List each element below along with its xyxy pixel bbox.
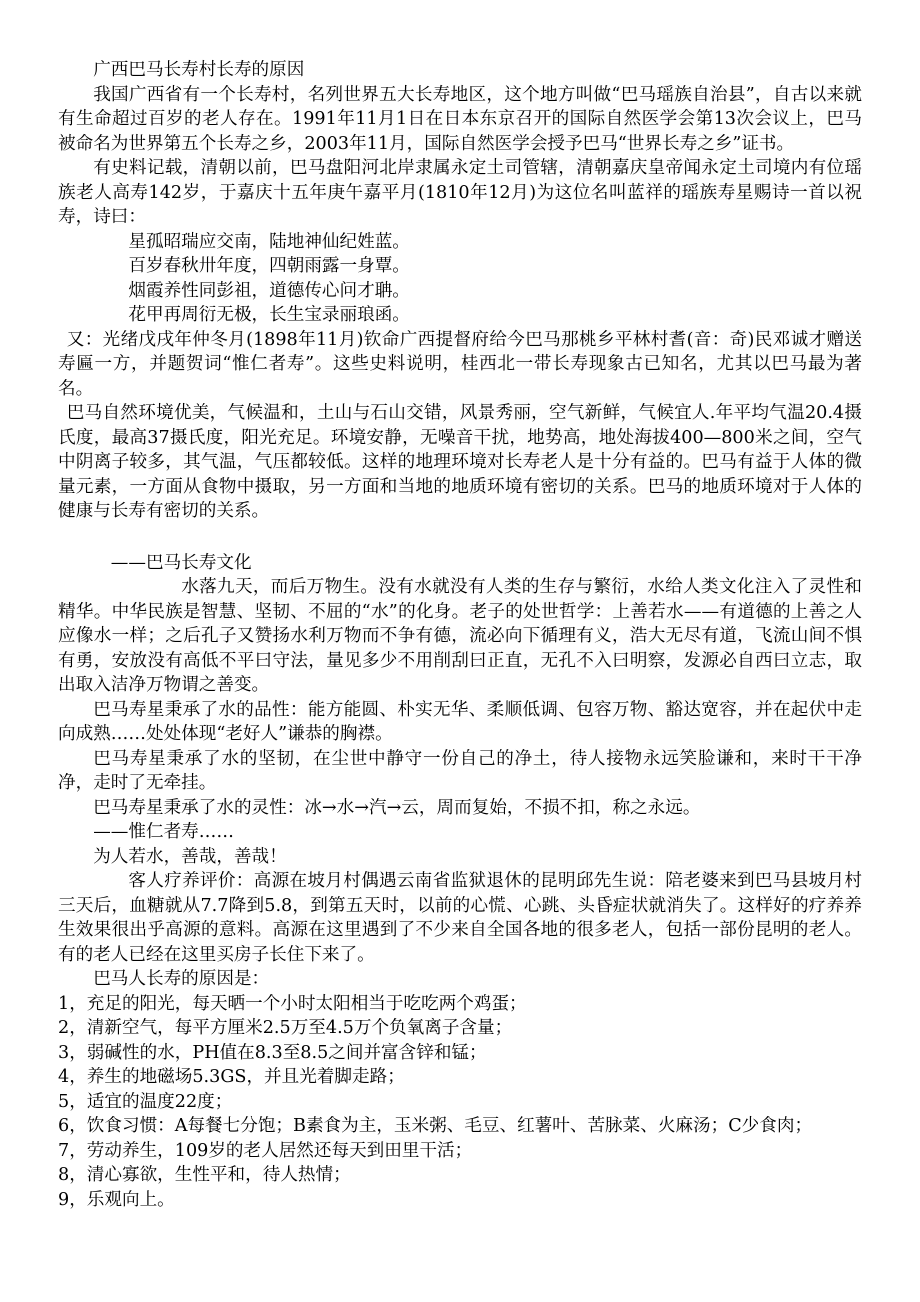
document-title: 广西巴马长寿村长寿的原因 — [93, 60, 305, 80]
list-item: 9，乐观向上。 — [58, 1189, 175, 1210]
list-item: 6，饮食习惯：A每餐七分饱；B素食为主，玉米粥、毛豆、红薯叶、苦脉菜、火麻汤；C少食肉； — [58, 1116, 813, 1136]
list-item: 2，清新空气，每平方厘米2.5万至4.5万个负氧离子含量； — [58, 1018, 513, 1038]
culture-paragraph-spirit: 巴马寿星秉承了水的灵性：冰→水→汽→云，周而复始，不损不扣，称之永远。 — [93, 797, 701, 818]
culture-paragraph-character: 巴马寿星秉承了水的品性：能方能圆、朴实无华、柔顺低调、包容万物、豁达宽容，并在起伏中走向成熟……处处体现“老好人”谦恭的胸襟。 — [58, 699, 862, 744]
history-paragraph: 又：光绪戊戌年仲冬月(1898年11月)钦命广西提督府给今巴马那桃乡平林村耆(音：奇)民邓诚才赠送寿匾一方，并题贺词“惟仁者寿”。这些史料说明，桂西北一带长寿现象古已知名，尤其以巴马最为著名。 — [58, 329, 862, 399]
section-gap — [58, 524, 862, 551]
reasons-heading: 巴马人长寿的原因是： — [93, 969, 270, 989]
culture-heading: ——巴马长寿文化 — [110, 552, 252, 573]
poem-line-4: 花甲再周衍无极，长生宝录丽琅函。 — [128, 305, 410, 325]
culture-closing: 为人若水，善哉，善哉！ — [93, 846, 287, 867]
list-item: 3，弱碱性的水，PH值在8.3至8.5之间并富含锌和锰； — [58, 1042, 487, 1063]
poem-line-1: 星孤昭瑞应交南，陆地神仙纪姓蓝。 — [128, 231, 410, 252]
guest-review-paragraph: 客人疗养评价：高源在坡月村偶遇云南省监狱退休的昆明邱先生说：陪老婆来到巴马县坡月村三天后，血糖就从7.7降到5.8，到第五天时，以前的心慌、心跳、头昏症状就消失了。这样好的疗养养生效果很出乎高源的意料。高源在这里遇到了不少来自全国各地的很多老人，包括一部份昆明的老人。有的老人已经在这里买房子长住下来了。 — [58, 871, 862, 965]
intro-paragraph-2: 有史料记载，清朝以前，巴马盘阳河北岸隶属永定土司管辖，清朝嘉庆皇帝闻永定土司境内有位瑶族老人高寿142岁，于嘉庆十五年庚午嘉平月(1810年12月)为这位名叫蓝祥的瑶族寿星赐诗一首以祝寿，诗曰： — [58, 158, 862, 227]
list-item: 5，适宜的温度22度； — [58, 1091, 233, 1112]
list-item: 4，养生的地磁场5.3GS，并且光着脚走路； — [58, 1067, 405, 1087]
emperor-poem — [58, 230, 862, 328]
culture-motto: ——惟仁者寿…… — [93, 822, 234, 842]
poem-line-3: 烟霞养性同彭祖，道德传心问才聃。 — [128, 280, 410, 301]
list-item: 7，劳动养生，109岁的老人居然还每天到田里干活； — [58, 1140, 473, 1161]
culture-paragraph-tenacity: 巴马寿星秉承了水的坚韧，在尘世中静守一份自己的净土，待人接物永远笑脸谦和，来时干干净净，走时了无牵挂。 — [58, 748, 862, 793]
list-item: 1，充足的阳光，每天晒一个小时太阳相当于吃吃两个鸡蛋； — [58, 993, 527, 1014]
poem-line-2: 百岁春秋卅年度，四朝雨露一身覃。 — [128, 256, 410, 276]
list-item: 8，清心寡欲，生性平和，待人热情； — [58, 1165, 351, 1185]
reasons-list — [58, 992, 862, 1213]
culture-paragraph-water: 水落九天，而后万物生。没有水就没有人类的生存与繁衍，水给人类文化注入了灵性和精华。中华民族是智慧、坚韧、不屈的“水”的化身。老子的处世哲学：上善若水——有道德的上善之人应像水一样；之后孔子又赞扬水利万物而不争有德，流必向下循理有义，浩大无尽有道，飞流山间不惧有勇，安放没有高低不平曰守法，量见多少不用削刮曰正直，无孔不入曰明察，发源必自西曰立志，取出取入洁净万物谓之善变。 — [58, 577, 862, 695]
intro-paragraph-1: 我国广西省有一个长寿村，名列世界五大长寿地区，这个地方叫做“巴马瑶族自治县”，自古以来就有生命超过百岁的老人存在。1991年11月1日在日本东京召开的国际自然医学会第13次会议上，巴马被命名为世界第五个长寿之乡，2003年11月，国际自然医学会授予巴马“世界长寿之乡”证书。 — [58, 84, 862, 154]
environment-paragraph: 巴马自然环境优美，气候温和，土山与石山交错，风景秀丽，空气新鲜，气候宜人.年平均气温20.4摄氏度，最高37摄氏度，阳光充足。环境安静，无噪音干扰，地势高，地处海拔400—800米之间，空气中阴离子较多，其气温，气压都较低。这样的地理环境对长寿老人是十分有益的。巴马有益于人体的微量元素，一方面从食物中摄取，另一方面和当地的地质环境有密切的关系。巴马的地质环境对于人体的健康与长寿有密切的关系。 — [58, 403, 862, 521]
